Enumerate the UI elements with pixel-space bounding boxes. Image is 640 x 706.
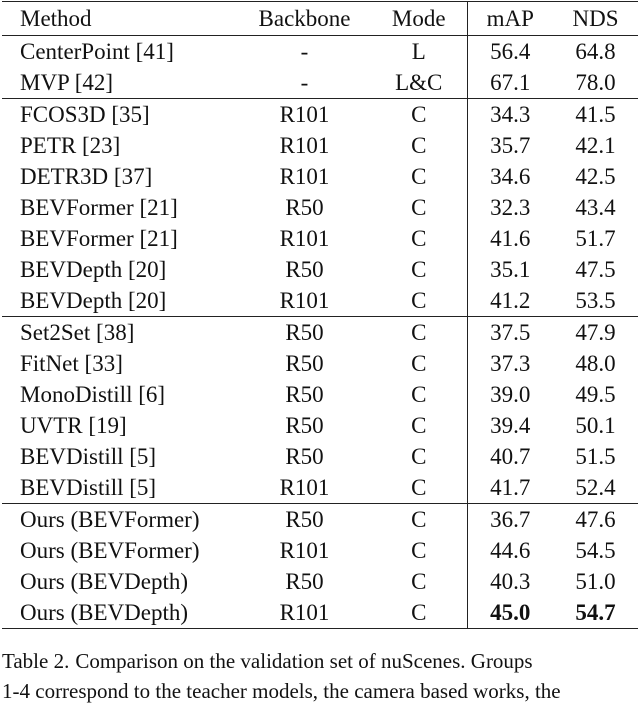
cell-map: 36.7: [467, 504, 553, 536]
cell-mode: C: [411, 226, 427, 251]
cell-backbone: R50: [285, 507, 324, 532]
cell-backbone: R50: [285, 320, 324, 345]
cell-method: BEVFormer [21]: [20, 195, 178, 220]
cell-method: CenterPoint [41]: [20, 39, 174, 64]
cell-nds: 41.5: [575, 102, 616, 127]
cell-mode: C: [411, 257, 427, 282]
cell-method: Set2Set [38]: [20, 320, 135, 345]
cell-method: BEVDepth [20]: [20, 257, 167, 282]
cell-method: MonoDistill [6]: [20, 382, 166, 407]
cell-mode: C: [411, 164, 427, 189]
cell-backbone: R101: [279, 475, 330, 500]
cell-mode: C: [411, 133, 427, 158]
cell-method: MVP [42]: [20, 70, 114, 95]
cell-nds: 48.0: [575, 351, 616, 376]
cell-map: 44.6: [467, 535, 553, 566]
cell-method: Ours (BEVFormer): [20, 507, 200, 532]
cell-map: 35.1: [467, 254, 553, 285]
table-header: [2, 2, 638, 36]
cell-backbone: -: [300, 39, 309, 64]
cell-map: 40.3: [467, 566, 553, 597]
table-row: [2, 441, 638, 472]
table-row: [2, 67, 638, 99]
cell-map: 34.6: [467, 161, 553, 192]
cell-map: 45.0: [467, 597, 553, 629]
cell-backbone: R50: [285, 351, 324, 376]
cell-map: 39.0: [467, 379, 553, 410]
cell-mode: C: [411, 288, 427, 313]
cell-backbone: R101: [279, 102, 330, 127]
cell-method: BEVDepth [20]: [20, 288, 167, 313]
cell-mode: C: [411, 413, 427, 438]
table-row: [2, 254, 638, 285]
cell-backbone: R101: [279, 133, 330, 158]
cell-map: 39.4: [467, 410, 553, 441]
table-row: [2, 130, 638, 161]
table-row: [2, 472, 638, 504]
cell-nds: 53.5: [575, 288, 616, 313]
cell-mode: C: [411, 475, 427, 500]
caption-text-1: Comparison on the validation set of nuScenes. Groups: [75, 649, 533, 673]
cell-method: BEVDistill [5]: [20, 475, 157, 500]
cell-map: 40.7: [467, 441, 553, 472]
cell-mode: L: [411, 39, 426, 64]
cell-backbone: R101: [279, 600, 330, 625]
table-group-3: [2, 317, 638, 504]
cell-map: 41.2: [467, 285, 553, 317]
cell-nds: 51.5: [575, 444, 616, 469]
cell-nds: 47.9: [575, 320, 616, 345]
cell-nds: 64.8: [575, 39, 616, 64]
table-row: [2, 348, 638, 379]
header-method: Method: [20, 6, 92, 31]
header-backbone: Backbone: [258, 6, 351, 31]
cell-method: UVTR [19]: [20, 413, 127, 438]
cell-map: 32.3: [467, 192, 553, 223]
cell-map: 56.4: [467, 36, 553, 68]
header-nds: NDS: [572, 6, 619, 31]
table-row: [2, 410, 638, 441]
cell-method: FCOS3D [35]: [20, 102, 150, 127]
header-row: [2, 2, 638, 36]
cell-nds: 54.7: [575, 600, 616, 625]
cell-mode: C: [411, 444, 427, 469]
cell-method: BEVDistill [5]: [20, 444, 157, 469]
cell-backbone: R50: [285, 569, 324, 594]
table-row: [2, 317, 638, 349]
cell-mode: C: [411, 102, 427, 127]
results-table: [2, 1, 638, 629]
header-map: mAP: [467, 2, 553, 36]
table-row: [2, 99, 638, 131]
cell-mode: C: [411, 320, 427, 345]
cell-nds: 78.0: [575, 70, 616, 95]
results-table-container: [2, 1, 638, 629]
cell-backbone: R101: [279, 164, 330, 189]
cell-mode: C: [411, 538, 427, 563]
cell-map: 41.6: [467, 223, 553, 254]
cell-nds: 47.6: [575, 507, 616, 532]
cell-map: 34.3: [467, 99, 553, 131]
cell-method: PETR [23]: [20, 133, 121, 158]
cell-mode: C: [411, 569, 427, 594]
cell-map: 37.3: [467, 348, 553, 379]
table-row: [2, 597, 638, 629]
cell-mode: C: [411, 382, 427, 407]
cell-map: 35.7: [467, 130, 553, 161]
table-row: [2, 161, 638, 192]
cell-backbone: R50: [285, 195, 324, 220]
table-row: [2, 36, 638, 68]
table-row: [2, 566, 638, 597]
cell-backbone: R50: [285, 257, 324, 282]
caption-line-1: [2, 646, 638, 676]
cell-mode: C: [411, 195, 427, 220]
cell-nds: 52.4: [575, 475, 616, 500]
caption-line-2: 1-4 correspond to the teacher models, the camera based works, the: [2, 679, 561, 703]
cell-method: Ours (BEVDepth): [20, 569, 188, 594]
cell-nds: 49.5: [575, 382, 616, 407]
cell-method: DETR3D [37]: [20, 164, 153, 189]
cell-nds: 50.1: [575, 413, 616, 438]
cell-mode: C: [411, 600, 427, 625]
table-row: [2, 504, 638, 536]
table-row: [2, 192, 638, 223]
cell-method: BEVFormer [21]: [20, 226, 178, 251]
cell-nds: 47.5: [575, 257, 616, 282]
cell-backbone: R101: [279, 538, 330, 563]
cell-nds: 51.7: [575, 226, 616, 251]
cell-backbone: R50: [285, 382, 324, 407]
cell-backbone: R50: [285, 444, 324, 469]
cell-mode: C: [411, 507, 427, 532]
cell-backbone: R50: [285, 413, 324, 438]
cell-nds: 43.4: [575, 195, 616, 220]
cell-map: 41.7: [467, 472, 553, 504]
cell-map: 67.1: [467, 67, 553, 99]
cell-map: 37.5: [467, 317, 553, 349]
caption-label: Table 2.: [2, 649, 70, 673]
cell-backbone: R101: [279, 288, 330, 313]
table-row: [2, 535, 638, 566]
table-row: [2, 379, 638, 410]
cell-nds: 54.5: [575, 538, 616, 563]
table-group-2: [2, 99, 638, 317]
header-mode: Mode: [391, 6, 446, 31]
cell-method: Ours (BEVFormer): [20, 538, 200, 563]
table-group-4: [2, 504, 638, 629]
table-group-1: [2, 36, 638, 99]
table-row: [2, 285, 638, 317]
cell-method: Ours (BEVDepth): [20, 600, 188, 625]
cell-mode: L&C: [395, 70, 443, 95]
cell-nds: 42.5: [575, 164, 616, 189]
cell-mode: C: [411, 351, 427, 376]
cell-backbone: -: [300, 70, 309, 95]
table-caption: [2, 646, 638, 706]
cell-nds: 42.1: [575, 133, 616, 158]
cell-backbone: R101: [279, 226, 330, 251]
cell-nds: 51.0: [575, 569, 616, 594]
table-row: [2, 223, 638, 254]
cell-method: FitNet [33]: [20, 351, 123, 376]
